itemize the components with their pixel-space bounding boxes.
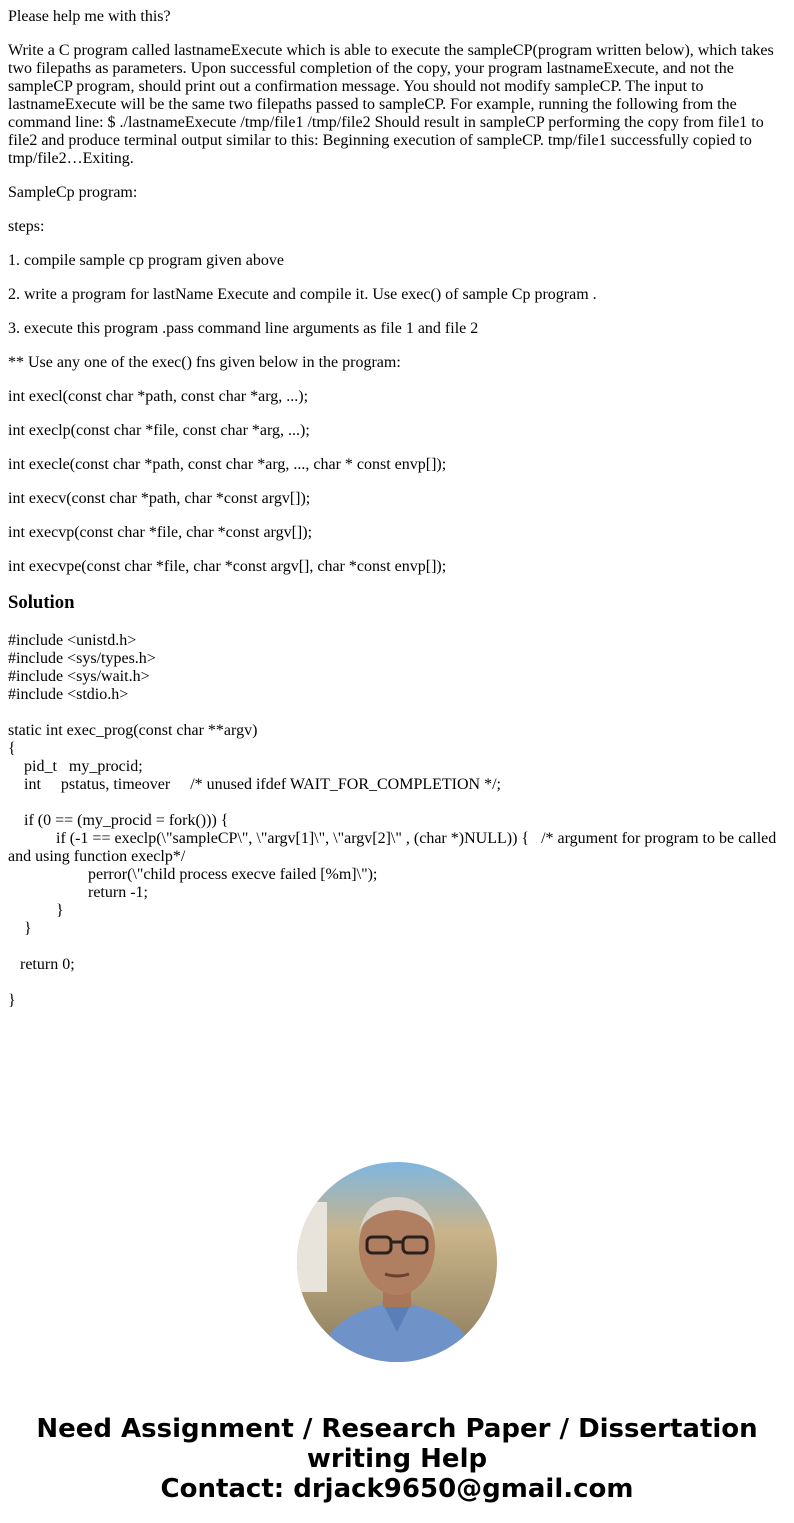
solution-heading: Solution [8,592,75,613]
footer-contact [8,1414,786,1504]
paragraph: int execle(const char *path, const char *arg, ..., char * const envp[]); [8,456,447,473]
paragraph: Please help me with this? [8,8,171,25]
author-photo-container [8,1162,786,1362]
paragraph: Write a C program called lastnameExecute which is able to execute the sampleCP(program written below), which takes two filepaths as parameters. Upon successful completion of the copy, your program lastnameExecute, and not the sampleCP program, should print out a confirmation message. You should not modify sampleCP. The input to lastnameExecute will be the same two filepaths passed to sampleCP. For example, running the following from the command line: $ ./lastnameExecute /tmp/file1 /tmp/file2 Should result in sampleCP performing the copy from file1 to file2 and produce terminal output similar to this: Beginning execution of sampleCP. tmp/file1 successfully copied to tmp/file2…Exiting. [8,42,774,167]
paragraph: int execv(const char *path, char *const argv[]); [8,490,311,507]
paragraph: int execvp(const char *file, char *const argv[]); [8,524,313,541]
footer-email: Contact: drjack9650@gmail.com [160,1474,634,1504]
paragraph: int execlp(const char *file, const char *arg, ...); [8,422,310,439]
paragraph: 2. write a program for lastName Execute and compile it. Use exec() of sample Cp program . [8,286,597,303]
author-photo [297,1162,497,1362]
paragraph: steps: [8,218,45,235]
paragraph: 1. compile sample cp program given above [8,252,284,269]
paragraph: SampleCp program: [8,184,138,201]
paragraph: ** Use any one of the exec() fns given below in the program: [8,354,401,371]
paragraph: int execl(const char *path, const char *arg, ...); [8,388,309,405]
footer-help-text: Need Assignment / Research Paper / Dissertation writing Help [36,1414,758,1474]
question-body [8,8,786,576]
solution-code: #include <unistd.h> #include <sys/types.h> #include <sys/wait.h> #include <stdio.h> static int exec_prog(const char **argv) { pid_t my_procid; int pstatus, timeover /* unused ifdef WAIT_FOR_COMPLETION */; if (0 == (my_procid = fork())) { if (-1 == execlp(\"sampleCP\", \"argv[1]\", \"argv[2]\" , (char *)NULL)) { /* argument for program to be called and using function execlp*/ perror(\"child process execve failed [%m]\"); return -1; } } return 0; } [8,632,777,1009]
paragraph: int execvpe(const char *file, char *const argv[], char *const envp[]); [8,558,447,575]
paragraph: 3. execute this program .pass command line arguments as file 1 and file 2 [8,320,479,337]
